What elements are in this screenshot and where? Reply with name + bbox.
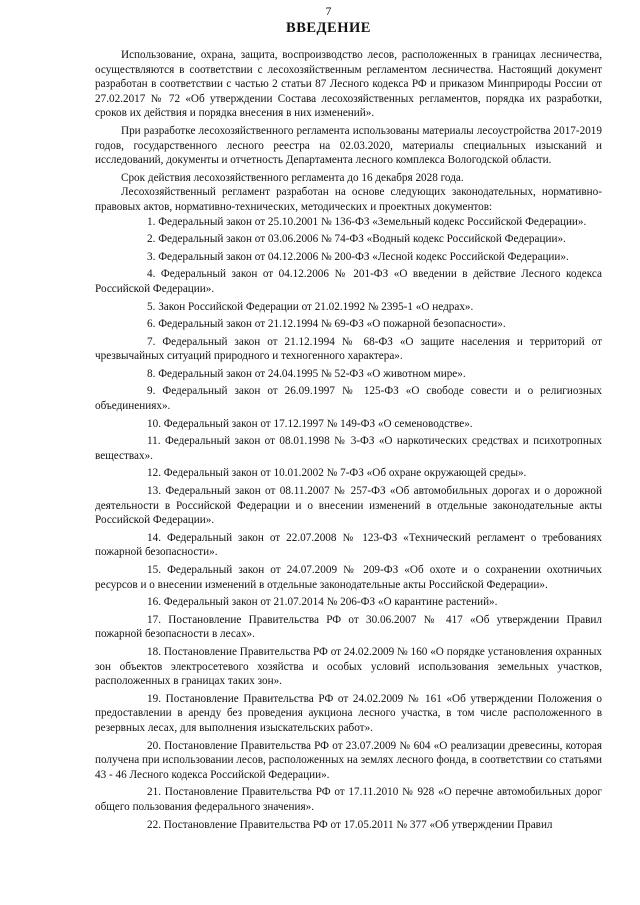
law-number: 22. <box>147 818 161 831</box>
law-text: Постановление Правительства РФ от 24.02.2009 № 161 «Об утверждении Положения о предоставлении в аренду без проведения аукциона лесного участка, в том числе расположенного в резервных лесах, для выполнения изыскательских работ». <box>95 692 602 734</box>
law-number: 9. <box>147 385 156 398</box>
law-text: Закон Российской Федерации от 21.02.1992 № 2395-1 «О недрах». <box>158 300 474 313</box>
law-number: 14. <box>147 531 161 544</box>
section-heading: ВВЕДЕНИЕ <box>286 20 371 36</box>
law-text: Федеральный закон от 25.10.2001 № 136-ФЗ «Земельный кодекс Российской Федерации». <box>158 215 587 228</box>
intro-paragraph: Срок действия лесохозяйственного регламента до 16 декабря 2028 года. <box>121 171 464 184</box>
law-text: Постановление Правительства РФ от 24.02.2009 № 160 «О порядке установления охранных зон объектов электросетевого хозяйства и особых условий использования земельных участков, расположенных в границах таких зон». <box>95 645 603 688</box>
law-number: 8. <box>147 367 156 380</box>
law-item <box>95 335 602 364</box>
page-number: 7 <box>325 6 332 18</box>
law-item <box>95 367 602 382</box>
law-number: 12. <box>147 467 161 480</box>
law-number: 18. <box>147 645 161 658</box>
law-text: Федеральный закон от 04.12.2006 № 201-ФЗ «О введении в действие Лесного кодекса Российской Федерации». <box>95 268 602 295</box>
law-number: 1. <box>147 215 156 228</box>
law-item <box>95 531 602 560</box>
law-number: 21. <box>147 786 161 799</box>
law-number: 17. <box>147 613 161 626</box>
law-item <box>95 417 602 432</box>
law-item <box>95 250 602 265</box>
law-text: Федеральный закон от 21.12.1994 № 69-ФЗ «О пожарной безопасности». <box>158 318 506 331</box>
law-number: 16. <box>147 596 161 609</box>
intro-paragraph: Лесохозяйственный регламент разработан на основе следующих законодательных, нормативно-правовых актов, нормативно-технических, методических и проектных документов: <box>95 186 602 213</box>
law-item <box>95 215 602 230</box>
law-list <box>95 215 602 833</box>
law-text: Федеральный закон от 03.06.2006 № 74-ФЗ «Водный кодекс Российской Федерации». <box>158 233 566 246</box>
law-item <box>95 645 602 689</box>
law-item <box>95 484 602 528</box>
law-number: 6. <box>147 318 156 331</box>
law-item <box>95 613 602 642</box>
law-text: Федеральный закон от 04.12.2006 № 200-ФЗ «Лесной кодекс Российской Федерации». <box>158 250 569 263</box>
law-number: 3. <box>147 250 156 263</box>
law-item <box>95 232 602 247</box>
law-number: 11. <box>147 435 161 448</box>
law-number: 10. <box>147 417 161 430</box>
law-number: 19. <box>147 692 161 705</box>
law-item <box>95 466 602 481</box>
law-item <box>95 818 602 833</box>
law-item <box>95 300 602 315</box>
law-number: 13. <box>147 485 161 498</box>
law-number: 5. <box>147 300 156 313</box>
law-text: Федеральный закон от 21.07.2014 № 206-ФЗ «О карантине растений». <box>163 596 498 609</box>
law-text: Постановление Правительства РФ от 17.11.2010 № 928 «О перечне автомобильных дорог общего пользования федерального значения». <box>95 786 602 813</box>
law-item <box>95 384 602 413</box>
law-text: Федеральный закон от 22.07.2008 № 123-ФЗ «Технический регламент о требованиях пожарной безопасности». <box>95 531 603 559</box>
law-text: Федеральный закон от 17.12.1997 № 149-ФЗ «О семеноводстве». <box>163 417 473 430</box>
intro-paragraph: При разработке лесохозяйственного регламента использованы материалы лесоустройства 2017-2019 годов, государственного лесного реестра на 02.03.2020, материалы специальных изысканий и исследований, документы и отчетность Департамента лесного комплекса Вологодской области. <box>95 124 602 167</box>
law-number: 4. <box>147 268 156 281</box>
law-text: Федеральный закон от 10.01.2002 № 7-ФЗ «Об охране окружающей среды». <box>163 467 527 480</box>
law-item <box>95 563 602 592</box>
law-text: Постановление Правительства РФ от 17.05.2011 № 377 «Об утверждении Правил <box>163 818 553 831</box>
law-item <box>95 739 602 783</box>
law-text: Федеральный закон от 08.11.2007 № 257-ФЗ «Об автомобильных дорогах и о дорожной деятельности в Российской Федерации и о внесении изменений в отдельные законодательные акты Российской Федерации». <box>95 485 602 527</box>
law-item <box>95 434 602 463</box>
law-item <box>95 692 602 736</box>
law-item <box>95 317 602 332</box>
law-text: Федеральный закон от 26.09.1997 № 125-ФЗ «О свободе совести и о религиозных объединениях». <box>95 385 602 413</box>
law-text: Федеральный закон от 24.04.1995 № 52-ФЗ «О животном мире». <box>158 367 466 380</box>
law-item <box>95 267 602 296</box>
law-number: 2. <box>147 233 156 246</box>
law-text: Постановление Правительства РФ от 23.07.2009 № 604 «О реализации древесины, которая получена при использовании лесов, расположенных на землях лесного фонда, в соответствии со статьями 43 - 46 Лесного кодекса Российской Федерации». <box>95 739 602 781</box>
law-number: 20. <box>147 739 161 752</box>
law-text: Федеральный закон от 24.07.2009 № 209-ФЗ «Об охоте и о сохранении охотничьих ресурсов и о внесении изменений в отдельные законодательные акты Российской Федерации». <box>95 564 602 591</box>
law-item <box>95 595 602 610</box>
intro-paragraph: Использование, охрана, защита, воспроизводство лесов, расположенных в границах лесничества, осуществляются в соответствии с лесохозяйственным регламентом лесничества. Настоящий документ разработан в соответствии с частью 2 статьи 87 Лесного кодекса РФ и приказом Минприроды России от 27.02.2017 № 72 «Об утверждении Состава лесохозяйственных регламентов, порядка их разработки, сроков их действия и порядка внесения в них изменений». <box>95 49 602 120</box>
intro-section <box>95 48 602 215</box>
law-item <box>95 785 602 814</box>
law-text: Федеральный закон от 21.12.1994 № 68-ФЗ «О защите населения и территорий от чрезвычайных ситуаций природного и техногенного характера». <box>95 335 603 363</box>
law-text: Постановление Правительства РФ от 30.06.2007 № 417 «Об утверждении Правил пожарной безопасности в лесах». <box>95 613 603 641</box>
law-text: Федеральный закон от 08.01.1998 № 3-ФЗ «О наркотических средствах и психотропных веществах». <box>95 435 603 462</box>
law-number: 7. <box>147 335 156 348</box>
law-number: 15. <box>147 564 161 576</box>
